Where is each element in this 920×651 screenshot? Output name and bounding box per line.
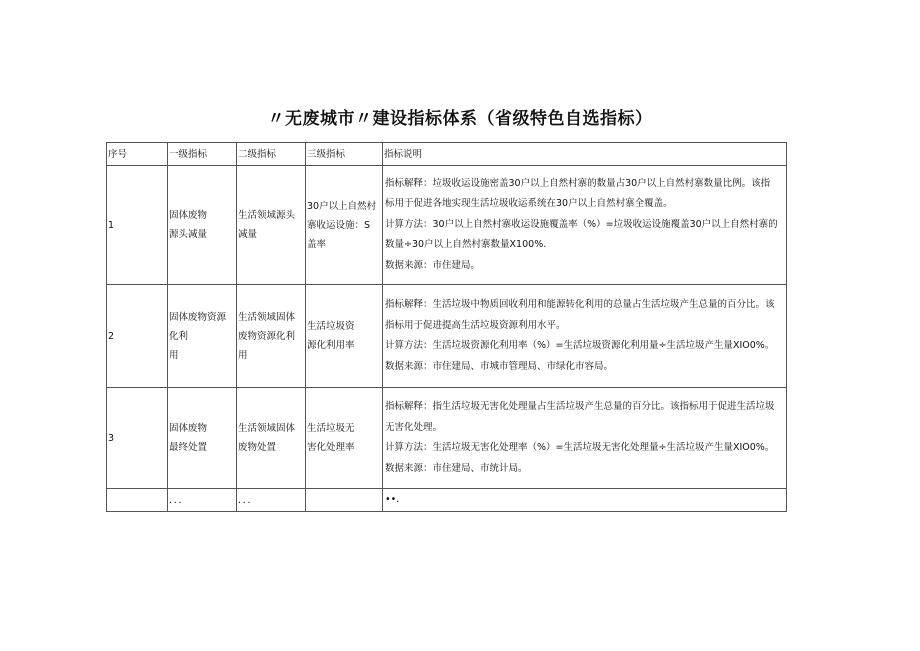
cell-line: 最终处置 (169, 442, 208, 453)
row-desc (383, 285, 787, 388)
header-num: 序号 (107, 143, 168, 166)
cell-line: 废物处置 (238, 442, 277, 453)
row-num: 3 (107, 388, 168, 489)
cell-line: 用 (238, 349, 248, 361)
cell-line: 用 (169, 349, 179, 361)
desc-line: 指标用于促进提高生活垃圾资源利用水平。 (385, 319, 566, 331)
desc-line: 数量÷30户以上自然村寨数量X100%. (385, 239, 547, 251)
row-level3 (306, 388, 383, 489)
cell-line: 害化处理率 (307, 442, 355, 453)
page-title: 〃无废城市〃建设指标体系（省级特色自选指标） (267, 109, 653, 129)
row-num: 1 (107, 166, 168, 285)
cell-line: 生活领域固体 (238, 311, 296, 323)
table-header-row (107, 143, 787, 166)
desc-line: 无害化处理。 (385, 421, 443, 433)
desc-line: 数据来源：市住建局、市城市管理局、市绿化市容局。 (385, 360, 614, 372)
desc-line: 数据来源：市住建局。 (385, 259, 481, 271)
desc-line: 计算方法：生活垃圾资源化利用率（%）=生活垃圾资源化利用量÷生活垃圾产生量XIO0%。 (385, 340, 775, 351)
row-level2 (237, 166, 306, 285)
desc-line: 计算方法：30户以上自然村寨收运设施覆盖率（%）=垃圾收运设施覆盖30户以上自然村寨的 (385, 218, 778, 230)
cell-line: 废物资源化利 (238, 330, 296, 342)
cell-line: 生活领域源头 (238, 210, 296, 221)
header-level1: 一级指标 (168, 143, 237, 166)
cell-line: 源化利用率 (307, 340, 355, 351)
table-row (107, 388, 787, 489)
row-num (107, 489, 168, 512)
header-desc: 指标说明 (383, 143, 787, 166)
table-row (107, 166, 787, 285)
table-row (107, 489, 787, 512)
row-level2 (237, 285, 306, 388)
cell-line: 生活领域固体 (238, 423, 296, 434)
desc-line: 数据来源：市住建局、市统计局。 (385, 462, 528, 474)
desc-line: 指标解释：垃圾收运设施密盖30户以上自然村寨的数量占30户以上自然村寨数量比例。该指 (385, 177, 771, 189)
row-level3 (306, 285, 383, 388)
cell-line: 固体废物 (169, 423, 208, 434)
cell-line: 源头减量 (169, 229, 208, 240)
cell-line: 盖率 (307, 238, 327, 250)
desc-line: 标用于促进各地实现生活垃圾收运系统在30户以上自然村寨全覆盖。 (385, 198, 673, 210)
cell-line: 化利 (169, 330, 189, 342)
cell-line: 生活垃圾资 (307, 321, 355, 332)
cell-line: 30户以上自然村 (307, 200, 377, 212)
header-level3: 三级指标 (306, 143, 383, 166)
table-row (107, 285, 787, 388)
row-desc (383, 388, 787, 489)
row-level1 (168, 166, 237, 285)
cell-line: 减量 (238, 229, 258, 240)
cell-line: 固体废物 (169, 210, 208, 221)
indicator-table (106, 142, 787, 512)
desc-line: 指标解释：生活垃圾中物质回收利用和能源转化利用的总量占生活垃圾产生总量的百分比。该 (385, 299, 775, 310)
cell-line: 固体废物资源 (169, 311, 227, 323)
cell-line: 生活垃圾无 (307, 423, 355, 434)
cell-line: 寨收运设施：S (307, 219, 371, 231)
row-level2 (237, 388, 306, 489)
row-desc (383, 166, 787, 285)
desc-line: 指标解释：指生活垃圾无害化处理量占生活垃圾产生总量的百分比。该指标用于促进生活垃圾 (385, 401, 775, 412)
row-level1 (168, 388, 237, 489)
row-level1 (168, 285, 237, 388)
desc-line: 计算方法：生活垃圾无害化处理率（%）=生活垃圾无害化处理量÷生活垃圾产生量XIO0%。 (385, 442, 775, 453)
row-level3 (306, 166, 383, 285)
row-num: 2 (107, 285, 168, 388)
row-level3 (306, 489, 383, 512)
row-level1: ．．． (168, 489, 237, 512)
row-desc: ••． (383, 489, 787, 512)
header-level2: 二级指标 (237, 143, 306, 166)
row-level2: ．．． (237, 489, 306, 512)
